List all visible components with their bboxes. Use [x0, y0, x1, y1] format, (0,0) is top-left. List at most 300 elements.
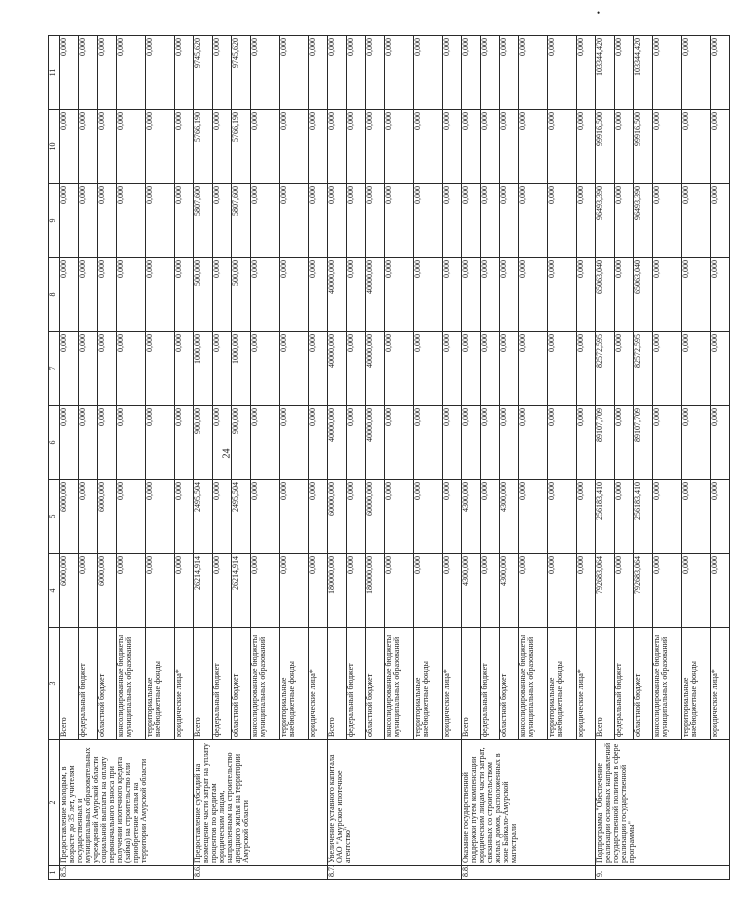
- top-mark: •: [597, 8, 601, 18]
- amount-cell: 0,000: [548, 36, 577, 110]
- amount-cell: 9745,620: [194, 36, 213, 110]
- amount-cell: 0,000: [548, 480, 577, 554]
- amount-cell: 0,000: [519, 554, 548, 628]
- amount-cell: 0,000: [414, 36, 443, 110]
- table-row: [462, 36, 481, 880]
- amount-cell: 0,000: [462, 36, 481, 110]
- amount-cell: 0,000: [60, 36, 79, 110]
- amount-cell: 5807,600: [232, 184, 251, 258]
- amount-cell: 0,000: [443, 480, 462, 554]
- amount-cell: 0,000: [385, 36, 414, 110]
- amount-cell: 0,000: [117, 184, 146, 258]
- funding-source: территориальные внебюджетные фонды: [146, 628, 175, 740]
- amount-cell: 4300,000: [462, 480, 481, 554]
- amount-cell: 792683,064: [634, 554, 653, 628]
- amount-cell: 0,000: [414, 184, 443, 258]
- amount-cell: 0,000: [462, 184, 481, 258]
- funding-source: территориальные внебюджетные фонды: [682, 628, 711, 740]
- amount-cell: 0,000: [462, 110, 481, 184]
- amount-cell: 0,000: [146, 554, 175, 628]
- funding-source: Всего: [596, 628, 615, 740]
- amount-cell: 0,000: [615, 36, 634, 110]
- amount-cell: 900,000: [194, 406, 213, 480]
- amount-cell: 0,000: [328, 110, 347, 184]
- amount-cell: 0,000: [577, 184, 596, 258]
- amount-cell: 0,000: [519, 110, 548, 184]
- rotated-page: [48, 36, 719, 880]
- amount-cell: 6000,000: [60, 480, 79, 554]
- amount-cell: 0,000: [280, 406, 309, 480]
- funding-source: консолидированные бюджеты муниципальных образований: [385, 628, 414, 740]
- amount-cell: 1000,000: [194, 332, 213, 406]
- amount-cell: 40000,000: [366, 332, 385, 406]
- amount-cell: 60000,000: [366, 480, 385, 554]
- amount-cell: 82572,595: [596, 332, 615, 406]
- amount-cell: 0,000: [481, 332, 500, 406]
- amount-cell: 0,000: [98, 184, 117, 258]
- amount-cell: 6000,000: [98, 554, 117, 628]
- amount-cell: 0,000: [519, 258, 548, 332]
- amount-cell: 0,000: [577, 480, 596, 554]
- amount-cell: 0,000: [79, 332, 98, 406]
- amount-cell: 0,000: [175, 36, 194, 110]
- amount-cell: 0,000: [117, 110, 146, 184]
- funding-source: территориальные внебюджетные фонды: [414, 628, 443, 740]
- funding-source: юридические лица*: [443, 628, 462, 740]
- amount-cell: 0,000: [653, 406, 682, 480]
- column-number: 3: [49, 628, 60, 740]
- amount-cell: 0,000: [443, 406, 462, 480]
- amount-cell: 0,000: [548, 110, 577, 184]
- amount-cell: 0,000: [280, 480, 309, 554]
- funding-source: федеральный бюджет: [481, 628, 500, 740]
- item-number: 9.: [596, 866, 730, 880]
- funding-source: федеральный бюджет: [347, 628, 366, 740]
- amount-cell: 0,000: [711, 110, 730, 184]
- amount-cell: 82572,595: [634, 332, 653, 406]
- funding-source: юридические лица*: [175, 628, 194, 740]
- item-number: 8.5.: [60, 866, 194, 880]
- amount-cell: 180000,000: [328, 554, 347, 628]
- amount-cell: 0,000: [309, 258, 328, 332]
- amount-cell: 0,000: [548, 554, 577, 628]
- amount-cell: 0,000: [548, 258, 577, 332]
- funding-source: Всего: [462, 628, 481, 740]
- amount-cell: 0,000: [615, 110, 634, 184]
- amount-cell: 0,000: [79, 480, 98, 554]
- amount-cell: 0,000: [117, 332, 146, 406]
- amount-cell: 500,000: [232, 258, 251, 332]
- amount-cell: 0,000: [481, 110, 500, 184]
- item-number: 8.6.: [194, 866, 328, 880]
- amount-cell: 0,000: [309, 480, 328, 554]
- amount-cell: 0,000: [385, 554, 414, 628]
- amount-cell: 4300,000: [500, 480, 519, 554]
- amount-cell: 0,000: [577, 332, 596, 406]
- amount-cell: 0,000: [385, 480, 414, 554]
- amount-cell: 0,000: [280, 258, 309, 332]
- amount-cell: 9745,620: [232, 36, 251, 110]
- amount-cell: 60000,000: [328, 480, 347, 554]
- amount-cell: 0,000: [98, 406, 117, 480]
- amount-cell: 0,000: [414, 258, 443, 332]
- amount-cell: 0,000: [682, 554, 711, 628]
- amount-cell: 0,000: [615, 406, 634, 480]
- amount-cell: 0,000: [309, 406, 328, 480]
- amount-cell: 0,000: [309, 184, 328, 258]
- amount-cell: 0,000: [213, 406, 232, 480]
- amount-cell: 0,000: [711, 36, 730, 110]
- funding-source: юридические лица*: [577, 628, 596, 740]
- column-number: 5: [49, 480, 60, 554]
- amount-cell: 0,000: [414, 480, 443, 554]
- amount-cell: 0,000: [443, 184, 462, 258]
- funding-source: консолидированные бюджеты муниципальных образований: [251, 628, 280, 740]
- amount-cell: 0,000: [682, 480, 711, 554]
- amount-cell: 0,000: [519, 406, 548, 480]
- amount-cell: 0,000: [213, 554, 232, 628]
- amount-cell: 0,000: [79, 184, 98, 258]
- amount-cell: 0,000: [577, 554, 596, 628]
- table-body: [60, 36, 730, 880]
- amount-cell: 0,000: [175, 332, 194, 406]
- column-number: 10: [49, 110, 60, 184]
- amount-cell: 0,000: [146, 258, 175, 332]
- amount-cell: 0,000: [577, 110, 596, 184]
- amount-cell: 0,000: [79, 554, 98, 628]
- amount-cell: 0,000: [443, 554, 462, 628]
- amount-cell: 0,000: [366, 110, 385, 184]
- amount-cell: 0,000: [385, 258, 414, 332]
- amount-cell: 5766,190: [232, 110, 251, 184]
- table-row: [328, 36, 347, 880]
- amount-cell: 0,000: [500, 258, 519, 332]
- amount-cell: 5766,190: [194, 110, 213, 184]
- amount-cell: 0,000: [385, 110, 414, 184]
- amount-cell: 0,000: [213, 110, 232, 184]
- amount-cell: 0,000: [347, 406, 366, 480]
- amount-cell: 0,000: [519, 332, 548, 406]
- amount-cell: 0,000: [414, 110, 443, 184]
- table-row: [194, 36, 213, 880]
- amount-cell: 0,000: [175, 184, 194, 258]
- amount-cell: 1000,000: [232, 332, 251, 406]
- amount-cell: 0,000: [146, 110, 175, 184]
- item-title: Оказание государственной поддержки путем компенсации юридическим лицам части затрат, связанных со строительством жилых домов, расположенных в зоне Байкало-Амурской магистрали: [462, 740, 596, 866]
- amount-cell: 0,000: [548, 332, 577, 406]
- amount-cell: 0,000: [117, 480, 146, 554]
- funding-table: [48, 35, 730, 880]
- funding-source: юридические лица*: [309, 628, 328, 740]
- table-row: [596, 36, 615, 880]
- amount-cell: 89107,709: [634, 406, 653, 480]
- amount-cell: 0,000: [500, 406, 519, 480]
- column-number: 7: [49, 332, 60, 406]
- amount-cell: 0,000: [175, 480, 194, 554]
- funding-source: федеральный бюджет: [79, 628, 98, 740]
- funding-source: федеральный бюджет: [213, 628, 232, 740]
- amount-cell: 0,000: [366, 184, 385, 258]
- amount-cell: 0,000: [347, 332, 366, 406]
- amount-cell: 0,000: [711, 184, 730, 258]
- amount-cell: 0,000: [615, 332, 634, 406]
- amount-cell: 40000,000: [366, 406, 385, 480]
- amount-cell: 0,000: [481, 480, 500, 554]
- amount-cell: 0,000: [251, 110, 280, 184]
- amount-cell: 0,000: [60, 184, 79, 258]
- amount-cell: 65063,040: [596, 258, 615, 332]
- item-title: Предоставление молодым, в возрасте до 35 лет, учителям государственных и муниципальных образовательных учреждений Амурской области социальной выплаты на оплату первоначального взноса при получении ипотечного кредита (займа) на строительство или приобретение жилья на территории Амурской области: [60, 740, 194, 866]
- funding-source: Всего: [60, 628, 79, 740]
- funding-source: консолидированные бюджеты муниципальных образований: [117, 628, 146, 740]
- amount-cell: 0,000: [682, 406, 711, 480]
- funding-source: областной бюджет: [98, 628, 117, 740]
- amount-cell: 0,000: [481, 554, 500, 628]
- amount-cell: 103344,420: [596, 36, 615, 110]
- amount-cell: 0,000: [213, 258, 232, 332]
- amount-cell: 0,000: [682, 36, 711, 110]
- amount-cell: 0,000: [309, 554, 328, 628]
- amount-cell: 256183,410: [634, 480, 653, 554]
- funding-source: юридические лица*: [711, 628, 730, 740]
- amount-cell: 0,000: [60, 406, 79, 480]
- amount-cell: 0,000: [443, 36, 462, 110]
- item-number: 8.7.: [328, 866, 462, 880]
- item-title: Увеличение уставного капитала ОАО "Амурское ипотечное агентство": [328, 740, 462, 866]
- amount-cell: 0,000: [385, 406, 414, 480]
- amount-cell: 0,000: [347, 184, 366, 258]
- amount-cell: 0,000: [481, 184, 500, 258]
- column-number: 2: [49, 740, 60, 866]
- amount-cell: 0,000: [519, 184, 548, 258]
- amount-cell: 0,000: [711, 258, 730, 332]
- amount-cell: 500,000: [194, 258, 213, 332]
- amount-cell: 0,000: [682, 110, 711, 184]
- amount-cell: 0,000: [711, 480, 730, 554]
- funding-source: консолидированные бюджеты муниципальных образований: [519, 628, 548, 740]
- amount-cell: 0,000: [385, 332, 414, 406]
- amount-cell: 0,000: [309, 332, 328, 406]
- amount-cell: 0,000: [711, 554, 730, 628]
- amount-cell: 0,000: [653, 554, 682, 628]
- amount-cell: 0,000: [251, 406, 280, 480]
- amount-cell: 0,000: [79, 258, 98, 332]
- amount-cell: 0,000: [682, 258, 711, 332]
- amount-cell: 0,000: [79, 36, 98, 110]
- amount-cell: 0,000: [79, 110, 98, 184]
- amount-cell: 792683,064: [596, 554, 615, 628]
- amount-cell: 0,000: [98, 36, 117, 110]
- amount-cell: 0,000: [500, 36, 519, 110]
- amount-cell: 40000,000: [328, 332, 347, 406]
- amount-cell: 96493,390: [634, 184, 653, 258]
- amount-cell: 0,000: [328, 184, 347, 258]
- amount-cell: 0,000: [481, 258, 500, 332]
- amount-cell: 0,000: [251, 480, 280, 554]
- funding-source: областной бюджет: [500, 628, 519, 740]
- amount-cell: 2495,504: [194, 480, 213, 554]
- amount-cell: 0,000: [462, 406, 481, 480]
- amount-cell: 0,000: [175, 110, 194, 184]
- amount-cell: 0,000: [175, 258, 194, 332]
- amount-cell: 0,000: [481, 406, 500, 480]
- amount-cell: 0,000: [251, 184, 280, 258]
- funding-source: консолидированные бюджеты муниципальных образований: [653, 628, 682, 740]
- column-number: 11: [49, 36, 60, 110]
- amount-cell: 0,000: [60, 332, 79, 406]
- amount-cell: 0,000: [682, 184, 711, 258]
- amount-cell: 0,000: [653, 480, 682, 554]
- amount-cell: 0,000: [251, 554, 280, 628]
- amount-cell: 0,000: [711, 332, 730, 406]
- amount-cell: 40000,000: [328, 258, 347, 332]
- amount-cell: 4300,000: [500, 554, 519, 628]
- amount-cell: 0,000: [328, 36, 347, 110]
- amount-cell: 0,000: [347, 554, 366, 628]
- amount-cell: 0,000: [251, 258, 280, 332]
- amount-cell: 0,000: [79, 406, 98, 480]
- amount-cell: 0,000: [577, 406, 596, 480]
- amount-cell: 0,000: [443, 258, 462, 332]
- amount-cell: 2495,504: [232, 480, 251, 554]
- funding-source: областной бюджет: [634, 628, 653, 740]
- amount-cell: 0,000: [519, 36, 548, 110]
- amount-cell: 0,000: [98, 110, 117, 184]
- amount-cell: 0,000: [98, 332, 117, 406]
- amount-cell: 0,000: [615, 480, 634, 554]
- amount-cell: 0,000: [414, 332, 443, 406]
- amount-cell: 0,000: [519, 480, 548, 554]
- amount-cell: 26214,914: [232, 554, 251, 628]
- amount-cell: 0,000: [347, 258, 366, 332]
- amount-cell: 0,000: [280, 110, 309, 184]
- column-number: 8: [49, 258, 60, 332]
- amount-cell: 0,000: [117, 258, 146, 332]
- funding-source: Всего: [194, 628, 213, 740]
- amount-cell: 0,000: [462, 258, 481, 332]
- amount-cell: 0,000: [98, 258, 117, 332]
- amount-cell: 103344,420: [634, 36, 653, 110]
- amount-cell: 0,000: [213, 332, 232, 406]
- amount-cell: 0,000: [280, 36, 309, 110]
- amount-cell: 0,000: [213, 480, 232, 554]
- amount-cell: 6000,000: [60, 554, 79, 628]
- amount-cell: 99916,500: [596, 110, 615, 184]
- amount-cell: 89107,709: [596, 406, 615, 480]
- amount-cell: 0,000: [213, 36, 232, 110]
- amount-cell: 900,000: [232, 406, 251, 480]
- amount-cell: 0,000: [280, 554, 309, 628]
- column-number-row: [49, 36, 60, 880]
- amount-cell: 0,000: [577, 258, 596, 332]
- amount-cell: 0,000: [462, 332, 481, 406]
- amount-cell: 40000,000: [328, 406, 347, 480]
- column-number: 1: [49, 866, 60, 880]
- column-number: 4: [49, 554, 60, 628]
- funding-source: территориальные внебюджетные фонды: [280, 628, 309, 740]
- funding-source: Всего: [328, 628, 347, 740]
- amount-cell: 0,000: [146, 36, 175, 110]
- column-number: 6: [49, 406, 60, 480]
- amount-cell: 0,000: [414, 554, 443, 628]
- amount-cell: 6000,000: [98, 480, 117, 554]
- amount-cell: 0,000: [366, 36, 385, 110]
- amount-cell: 0,000: [443, 110, 462, 184]
- amount-cell: 0,000: [481, 36, 500, 110]
- amount-cell: 0,000: [653, 36, 682, 110]
- amount-cell: 0,000: [347, 36, 366, 110]
- amount-cell: 0,000: [548, 184, 577, 258]
- amount-cell: 0,000: [280, 184, 309, 258]
- amount-cell: 0,000: [213, 184, 232, 258]
- amount-cell: 40000,000: [366, 258, 385, 332]
- amount-cell: 0,000: [146, 480, 175, 554]
- amount-cell: 0,000: [347, 110, 366, 184]
- amount-cell: 0,000: [653, 110, 682, 184]
- amount-cell: 0,000: [548, 406, 577, 480]
- funding-source: территориальные внебюджетные фонды: [548, 628, 577, 740]
- page-number: 24: [221, 448, 233, 459]
- amount-cell: 0,000: [500, 184, 519, 258]
- amount-cell: 0,000: [653, 184, 682, 258]
- amount-cell: 0,000: [711, 406, 730, 480]
- amount-cell: 96493,390: [596, 184, 615, 258]
- amount-cell: 0,000: [175, 406, 194, 480]
- amount-cell: 0,000: [577, 36, 596, 110]
- amount-cell: 0,000: [146, 184, 175, 258]
- amount-cell: 180000,000: [366, 554, 385, 628]
- table-row: [60, 36, 79, 880]
- amount-cell: 0,000: [653, 258, 682, 332]
- amount-cell: 0,000: [251, 332, 280, 406]
- amount-cell: 0,000: [280, 332, 309, 406]
- amount-cell: 0,000: [309, 110, 328, 184]
- amount-cell: 0,000: [117, 36, 146, 110]
- column-number: 9: [49, 184, 60, 258]
- amount-cell: 0,000: [653, 332, 682, 406]
- amount-cell: 0,000: [251, 36, 280, 110]
- item-title: Предоставление субсидий на возмещение части затрат на уплату процентов по кредитам юридическим лицам, направленным на строительство арендного жилья на территории Амурской области: [194, 740, 328, 866]
- amount-cell: 0,000: [385, 184, 414, 258]
- item-title: Подпрограмма "Обеспечение реализации основных направлений государственной политики в сфере реализации государственной программы": [596, 740, 730, 866]
- item-number: 8.8.: [462, 866, 596, 880]
- funding-source: областной бюджет: [232, 628, 251, 740]
- amount-cell: 5807,600: [194, 184, 213, 258]
- amount-cell: 0,000: [615, 184, 634, 258]
- amount-cell: 0,000: [146, 332, 175, 406]
- amount-cell: 0,000: [309, 36, 328, 110]
- amount-cell: 65063,040: [634, 258, 653, 332]
- funding-source: областной бюджет: [366, 628, 385, 740]
- amount-cell: 0,000: [615, 554, 634, 628]
- amount-cell: 0,000: [615, 258, 634, 332]
- amount-cell: 0,000: [414, 406, 443, 480]
- amount-cell: 0,000: [60, 258, 79, 332]
- amount-cell: 0,000: [500, 332, 519, 406]
- amount-cell: 0,000: [500, 110, 519, 184]
- funding-source: федеральный бюджет: [615, 628, 634, 740]
- amount-cell: 4300,000: [462, 554, 481, 628]
- amount-cell: 0,000: [175, 554, 194, 628]
- amount-cell: 99916,500: [634, 110, 653, 184]
- amount-cell: 26214,914: [194, 554, 213, 628]
- amount-cell: 0,000: [117, 406, 146, 480]
- amount-cell: 0,000: [347, 480, 366, 554]
- amount-cell: 0,000: [682, 332, 711, 406]
- amount-cell: 256183,410: [596, 480, 615, 554]
- amount-cell: 0,000: [60, 110, 79, 184]
- amount-cell: 0,000: [146, 406, 175, 480]
